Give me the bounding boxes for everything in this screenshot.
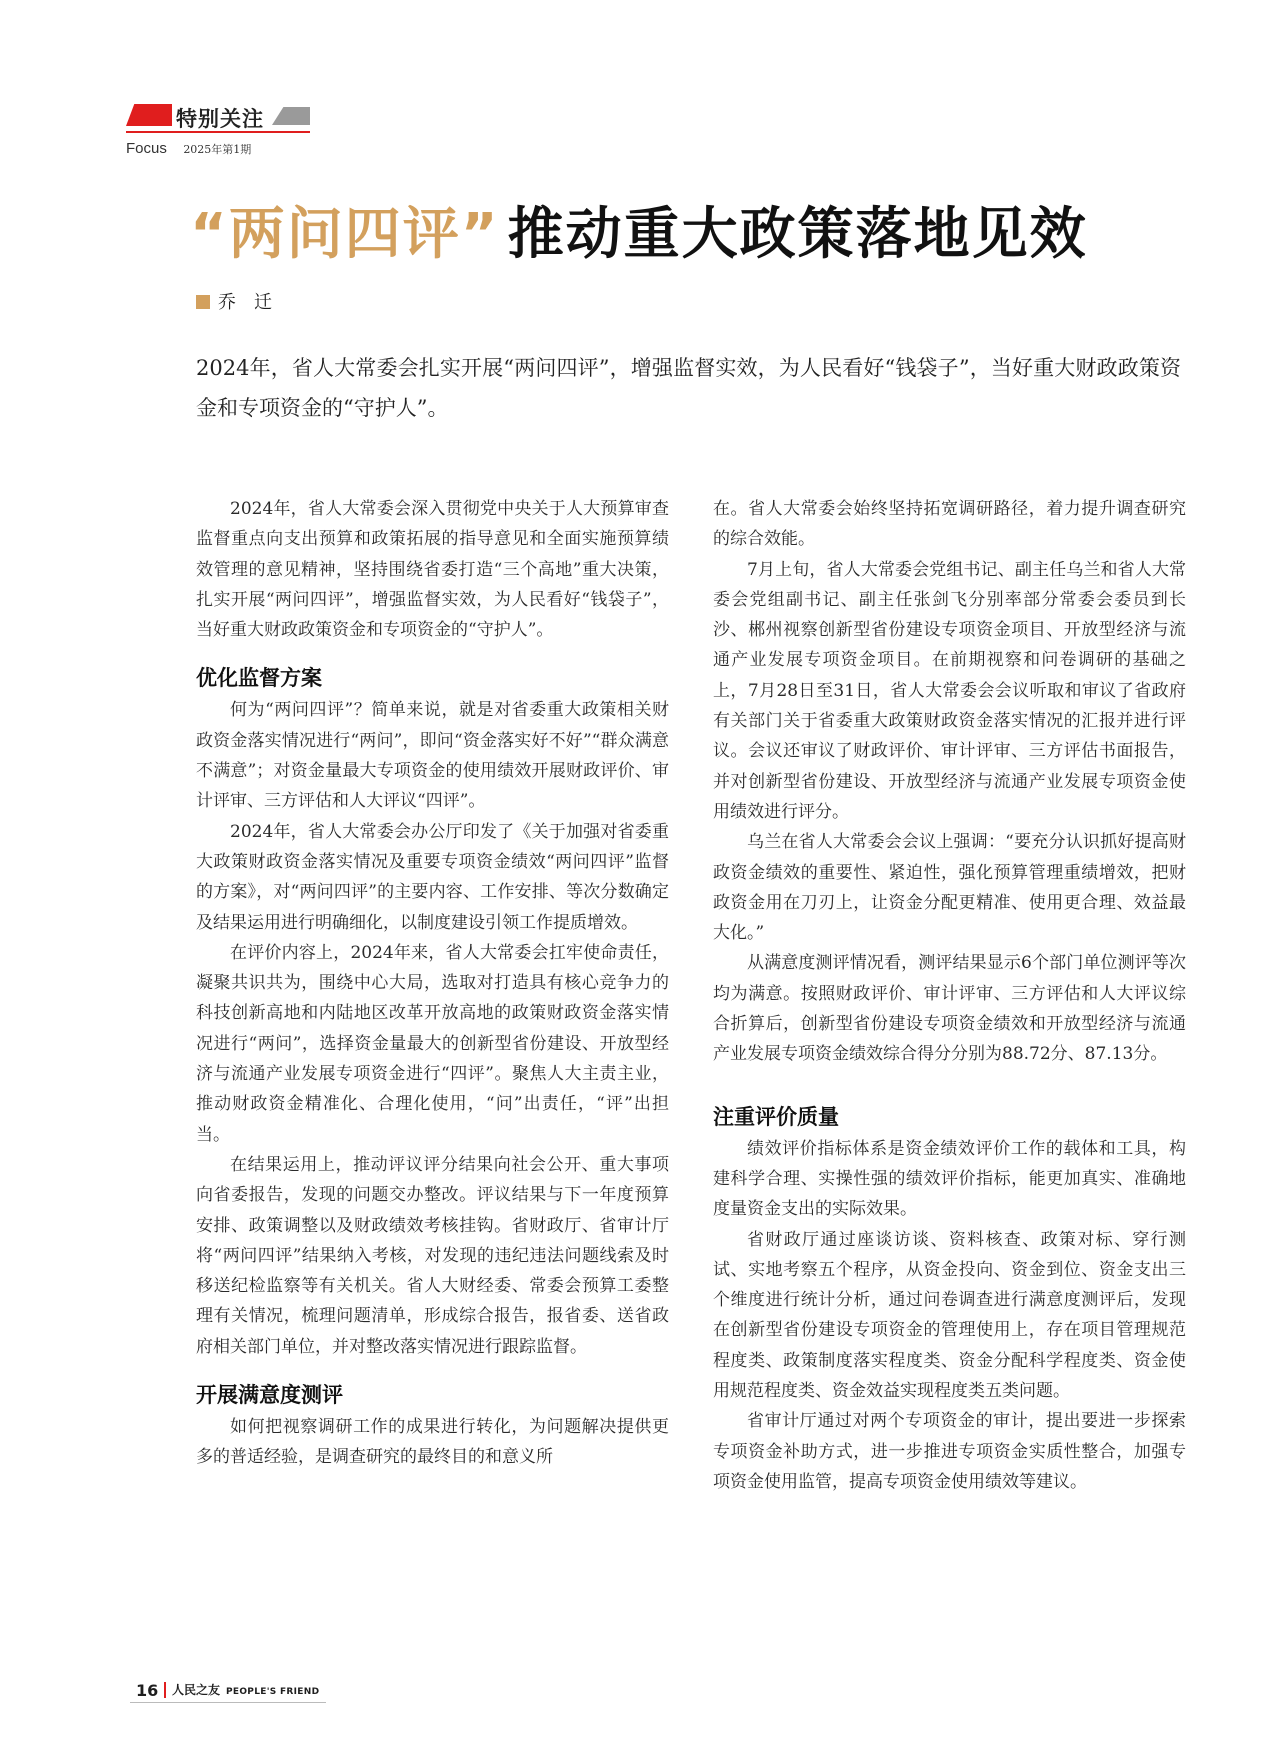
paragraph: 在。省人大常委会始终坚持拓宽调研路径，着力提升调查研究的综合效能。 [713,499,1186,550]
issue-label: 2025年第1期 [183,143,252,156]
paragraph: 省审计厅通过对两个专项资金的审计，提出要进一步探索专项资金补助方式，进一步推进专项资金实质性整合，加强专项资金使用监管，提高专项资金使用绩效等建议。 [713,1411,1186,1492]
page-number: 16 [136,1681,159,1700]
author-marker [196,295,210,309]
paragraph: 省财政厅通过座谈访谈、资料核查、政策对标、穿行测试、实地考察五个程序，从资金投向、资金到位、资金支出三个维度进行统计分析，通过问卷调查进行满意度测评后，发现在创新型省份建设专项资金的管理使用上，存在项目管理规范程度类、政策制度落实程度类、资金分配科学程度类、资金使用规范程度类、资金效益实现程度类五类问题。 [713,1229,1186,1402]
publication-name-en: PEOPLE'S FRIEND [226,1687,320,1697]
publication-name-cn: 人民之友 [172,1683,221,1697]
paragraph: 在评价内容上，2024年来，省人大常委会扛牢使命责任，凝聚共识共为，围绕中心大局，选取对打造具有核心竞争力的科技创新高地和内陆地区改革开放高地的政策财政资金落实情况进行“两问”，选择资金量最大的创新型省份建设、开放型经济与流通产业发展专项资金进行“四评”。聚焦人大主责主业，推动财政资金精准化、合理化使用，“问”出责任，“评”出担当。 [196,942,669,1145]
paragraph: 在结果运用上，推动评议评分结果向社会公开、重大事项向省委报告，发现的问题交办整改。评议结果与下一年度预算安排、政策调整以及财政绩效考核挂钩。省财政厅、省审计厅将“两问四评”结果纳入考核，对发现的违纪违法问题线索及时移送纪检监察等有关机关。省人大财经委、常委会预算工委整理有关情况，梳理问题清单，形成综合报告，报省委、送省政府相关部门单位，并对整改落实情况进行跟踪监督。 [196,1154,669,1357]
section-heading: 开展满意度测评 [196,1383,343,1408]
section-header-red-tab [126,104,172,126]
paragraph: 乌兰在省人大常委会会议上强调：“要充分认识抓好提高财政资金绩效的重要性、紧迫性，强化预算管理重绩增效，把财政资金用在刀刃上，让资金分配更精准、使用更合理、效益最大化。” [713,832,1186,944]
section-header-gray-tab [272,107,310,125]
publication-name [172,1681,319,1698]
section-header-rule [126,131,310,133]
left-column [196,494,669,1473]
section-header [126,104,310,130]
focus-label: Focus [126,140,167,157]
paragraph: 2024年，省人大常委会办公厅印发了《关于加强对省委重大政策财政资金落实情况及重要专项资金绩效“两问四评”监督的方案》，对“两问四评”的主要内容、工作安排、等次分数确定及结果运用进行明确细化，以制度建设引领工作提质增效。 [196,821,669,933]
footer-divider [164,1682,166,1698]
footer-rule [130,1702,326,1703]
right-column [713,494,1186,1497]
article-title-accent: “两问四评” [190,202,500,267]
author-name: 乔 迁 [218,292,272,313]
paragraph: 绩效评价指标体系是资金绩效评价工作的载体和工具，构建科学合理、实操性强的绩效评价指标，能更加真实、准确地度量资金支出的实际效果。 [713,1138,1186,1220]
article-lead: 2024年，省人大常委会扎实开展“两问四评”，增强监督实效，为人民看好“钱袋子”，当好重大财政政策资金和专项资金的“守护人”。 [196,356,1181,420]
author-line [196,288,272,314]
paragraph: 从满意度测评情况看，测评结果显示6个部门单位测评等次均为满意。按照财政评价、审计评审、三方评估和人大评议综合折算后，创新型省份建设专项资金绩效和开放型经济与流通产业发展专项资金绩效综合得分分别为88.72分、87.13分。 [713,953,1186,1065]
section-label: 特别关注 [176,107,264,131]
article-title-main: 推动重大政策落地见效 [507,202,1088,267]
article-title [190,200,1190,270]
issue-line [126,140,251,157]
section-heading: 注重评价质量 [713,1104,839,1129]
section-heading: 优化监督方案 [196,666,322,691]
page-footer [130,1678,326,1702]
paragraph: 7月上旬，省人大常委会党组书记、副主任乌兰和省人大常委会党组副书记、副主任张剑飞分别率部分常委会委员到长沙、郴州视察创新型省份建设专项资金项目、开放型经济与流通产业发展专项资金项目。在前期视察和问卷调研的基础之上，7月28日至31日，省人大常委会会议听取和审议了省政府有关部门关于省委重大政策财政资金落实情况的汇报并进行评议。会议还审议了财政评价、审计评审、三方评估书面报告，并对创新型省份建设、开放型经济与流通产业发展专项资金使用绩效进行评分。 [713,559,1186,822]
paragraph: 2024年，省人大常委会深入贯彻党中央关于人大预算审查监督重点向支出预算和政策拓展的指导意见和全面实施预算绩效管理的意见精神，坚持围绕省委打造“三个高地”重大决策，扎实开展“两问四评”，增强监督实效，为人民看好“钱袋子”，当好重大财政政策资金和专项资金的“守护人”。 [196,499,669,641]
paragraph: 如何把视察调研工作的成果进行转化，为问题解决提供更多的普适经验，是调查研究的最终目的和意义所 [196,1417,669,1468]
paragraph: 何为“两问四评”？简单来说，就是对省委重大政策相关财政资金落实情况进行“两问”，即问“资金落实好不好”“群众满意不满意”；对资金量最大专项资金的使用绩效开展财政评价、审计评审、三方评估和人大评议“四评”。 [196,700,669,812]
